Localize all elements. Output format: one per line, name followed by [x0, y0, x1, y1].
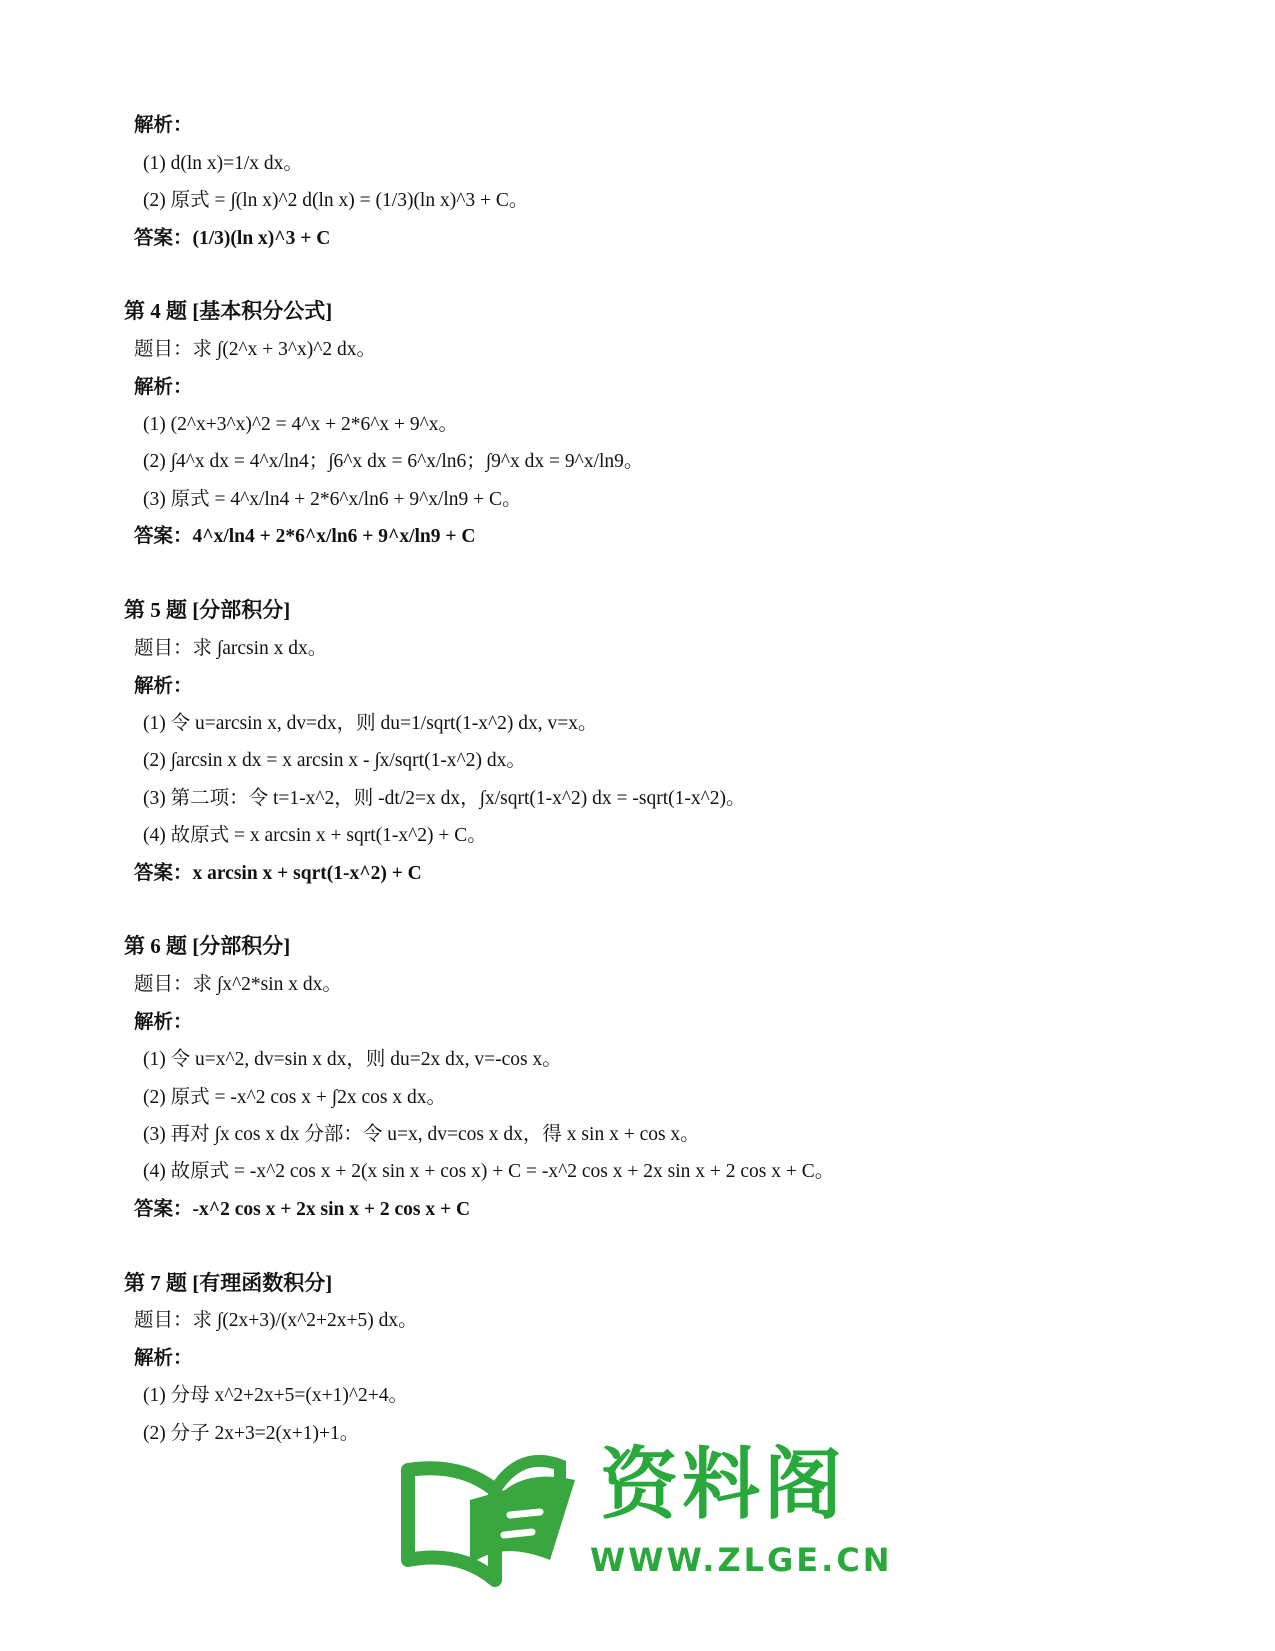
watermark-url: WWW.ZLGE.CN [590, 1541, 893, 1579]
analysis-label: 解析： [134, 377, 193, 398]
step-line: (1) d(ln x)=1/x dx。 [143, 153, 303, 174]
analysis-label: 解析： [134, 1348, 193, 1369]
step-line: (1) 令 u=x^2, dv=sin x dx，则 du=2x dx, v=-cos x。 [143, 1049, 562, 1070]
answer-line: 答案：4^x/ln4 + 2*6^x/ln6 + 9^x/ln9 + C [134, 526, 476, 547]
answer-line: 答案：-x^2 cos x + 2x sin x + 2 cos x + C [134, 1199, 471, 1220]
watermark [400, 1440, 893, 1590]
question-heading: 第 7 题 [有理函数积分] [124, 1271, 333, 1295]
step-line: (1) (2^x+3^x)^2 = 4^x + 2*6^x + 9^x。 [143, 414, 458, 435]
step-line: (3) 再对 ∫x cos x dx 分部：令 u=x, dv=cos x dx，得 x sin x + cos x。 [143, 1124, 700, 1145]
step-line: (1) 令 u=arcsin x, dv=dx，则 du=1/sqrt(1-x^2) dx, v=x。 [143, 713, 598, 734]
question-text: 题目：求 ∫(2^x + 3^x)^2 dx。 [134, 339, 377, 360]
analysis-label: 解析： [134, 676, 193, 697]
question-heading: 第 6 题 [分部积分] [124, 934, 291, 958]
step-line: (3) 原式 = 4^x/ln4 + 2*6^x/ln6 + 9^x/ln9 + C。 [143, 489, 522, 510]
analysis-label: 解析： [134, 1012, 193, 1033]
question-heading: 第 5 题 [分部积分] [124, 598, 291, 622]
question-heading: 第 4 题 [基本积分公式] [124, 299, 333, 323]
step-line: (2) 原式 = -x^2 cos x + ∫2x cos x dx。 [143, 1087, 446, 1108]
step-line: (2) ∫arcsin x dx = x arcsin x - ∫x/sqrt(1-x^2) dx。 [143, 750, 526, 771]
answer-line: 答案：x arcsin x + sqrt(1-x^2) + C [134, 863, 422, 884]
step-line: (2) 分子 2x+3=2(x+1)+1。 [143, 1423, 360, 1444]
watermark-name: 资料阁 [600, 1440, 847, 1530]
question-text: 题目：求 ∫(2x+3)/(x^2+2x+5) dx。 [134, 1310, 418, 1331]
analysis-label: 解析： [134, 115, 193, 136]
answer-line: 答案：(1/3)(ln x)^3 + C [134, 228, 331, 249]
question-text: 题目：求 ∫x^2*sin x dx。 [134, 974, 342, 995]
step-line: (2) 原式 = ∫(ln x)^2 d(ln x) = (1/3)(ln x)^3 + C。 [143, 190, 529, 211]
question-text: 题目：求 ∫arcsin x dx。 [134, 638, 328, 659]
step-line: (2) ∫4^x dx = 4^x/ln4；∫6^x dx = 6^x/ln6；∫9^x dx = 9^x/ln9。 [143, 451, 644, 472]
open-book-logo-icon [400, 1440, 590, 1590]
step-line: (4) 故原式 = -x^2 cos x + 2(x sin x + cos x) + C = -x^2 cos x + 2x sin x + 2 cos x + C。 [143, 1161, 835, 1182]
step-line: (1) 分母 x^2+2x+5=(x+1)^2+4。 [143, 1385, 409, 1406]
step-line: (3) 第二项：令 t=1-x^2，则 -dt/2=x dx，∫x/sqrt(1-x^2) dx = -sqrt(1-x^2)。 [143, 788, 746, 809]
step-line: (4) 故原式 = x arcsin x + sqrt(1-x^2) + C。 [143, 825, 487, 846]
